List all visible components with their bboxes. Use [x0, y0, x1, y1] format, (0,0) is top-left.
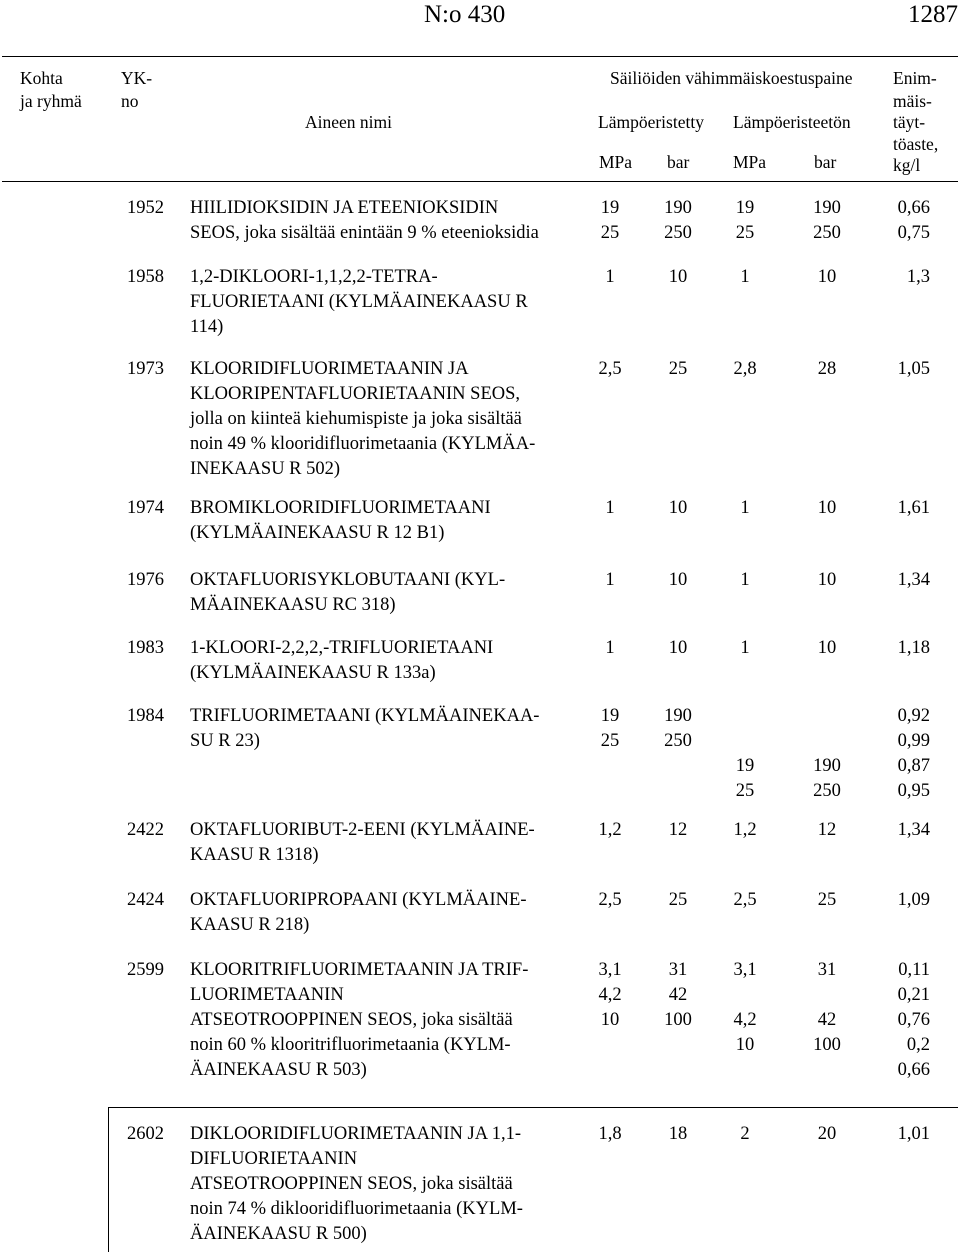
max-value: 1,34 [897, 820, 930, 840]
un-number: 2602 [127, 1124, 164, 1144]
un-number: 2424 [127, 890, 164, 910]
unins-mpa-value: 1 [740, 638, 750, 658]
header-ryhma: ja ryhmä [20, 91, 82, 111]
substance-name-line: KLOORIDIFLUORIMETAANIN JA [190, 359, 469, 379]
ins-bar-value: 190 [664, 706, 692, 726]
header-max-fill-4: töaste, [893, 134, 939, 154]
header-max-fill-3: täyt- [893, 112, 926, 132]
max-value: 1,34 [897, 570, 930, 590]
substance-name-line: BROMIKLOORIDIFLUORIMETAANI [190, 498, 491, 518]
substance-name-line: OKTAFLUORIBUT-2-EENI (KYLMÄAINE- [190, 820, 535, 840]
max-value: 0,95 [897, 781, 930, 801]
substance-name-line: DIKLOORIDIFLUORIMETAANIN JA 1,1- [190, 1124, 521, 1144]
unins-mpa-value: 3,1 [733, 960, 757, 980]
header-insulated: Lämpöeristetty [598, 112, 704, 132]
max-value: 1,09 [897, 890, 930, 910]
un-number: 1976 [127, 570, 164, 590]
ins-mpa-value: 4,2 [598, 985, 622, 1005]
unins-bar-value: 42 [817, 1010, 837, 1030]
max-value: 0,92 [897, 706, 930, 726]
ins-bar-value: 100 [664, 1010, 692, 1030]
unins-bar-value: 25 [817, 890, 837, 910]
substance-name-line: HIILIDIOKSIDIN JA ETEENIOKSIDIN [190, 198, 499, 218]
max-value: 1,01 [897, 1124, 930, 1144]
ins-bar-value: 10 [668, 570, 688, 590]
ins-bar-value: 250 [664, 223, 692, 243]
unins-bar-value: 250 [813, 781, 841, 801]
header-max-fill-1: Enim- [893, 68, 937, 88]
max-value: 1,3 [906, 267, 930, 287]
max-value: 0,21 [897, 985, 930, 1005]
header-yk: YK- [121, 68, 153, 88]
unins-bar-value: 190 [813, 756, 841, 776]
unins-mpa-value: 4,2 [733, 1010, 757, 1030]
unins-mpa-value: 19 [735, 756, 755, 776]
max-value: 0,87 [897, 756, 930, 776]
ins-mpa-value: 2,5 [598, 890, 622, 910]
ins-bar-value: 42 [668, 985, 688, 1005]
header-max-fill-5: kg/l [893, 155, 921, 175]
substance-name-line: SEOS, joka sisältää enintään 9 % eteenioksidia [190, 223, 539, 243]
unins-mpa-value: 2,5 [733, 890, 757, 910]
header-unit-bar-1: bar [667, 152, 690, 172]
table-top-border [2, 56, 958, 57]
max-value: 0,66 [897, 198, 930, 218]
substance-name-line: 1,2-DIKLOORI-1,1,2,2-TETRA- [190, 267, 438, 287]
un-number: 1983 [127, 638, 164, 658]
unins-bar-value: 28 [817, 359, 837, 379]
unins-bar-value: 10 [817, 498, 837, 518]
unins-mpa-value: 1 [740, 267, 750, 287]
ins-bar-value: 10 [668, 267, 688, 287]
unins-mpa-value: 1 [740, 498, 750, 518]
max-value: 0,76 [897, 1010, 930, 1030]
substance-name-line: ÄAINEKAASU R 500) [190, 1224, 367, 1244]
header-unit-mpa-2: MPa [733, 152, 767, 172]
max-value: 0,66 [897, 1060, 930, 1080]
substance-name-line: INEKAASU R 502) [190, 459, 341, 479]
unins-bar-value: 10 [817, 267, 837, 287]
ins-mpa-value: 1,8 [598, 1124, 622, 1144]
unins-mpa-value: 1,2 [733, 820, 757, 840]
max-value: 0,99 [897, 731, 930, 751]
unins-mpa-value: 19 [735, 198, 755, 218]
ins-mpa-value: 3,1 [598, 960, 622, 980]
ins-bar-value: 190 [664, 198, 692, 218]
substance-name-line: ATSEOTROOPPINEN SEOS, joka sisältää [190, 1174, 513, 1194]
unins-bar-value: 190 [813, 198, 841, 218]
substance-name-line: OKTAFLUORISYKLOBUTAANI (KYL- [190, 570, 506, 590]
unins-bar-value: 100 [813, 1035, 841, 1055]
ins-mpa-value: 1 [605, 570, 615, 590]
substance-name-line: noin 74 % diklooridifluorimetaania (KYLM- [190, 1199, 523, 1219]
unins-mpa-value: 25 [735, 781, 755, 801]
substance-name-line: KLOORITRIFLUORIMETAANIN JA TRIF- [190, 960, 529, 980]
substance-name-line: KAASU R 218) [190, 915, 310, 935]
ins-bar-value: 10 [668, 638, 688, 658]
ins-mpa-value: 19 [600, 198, 620, 218]
substance-name-line: KLOORIPENTAFLUORIETAANIN SEOS, [190, 384, 521, 404]
ins-mpa-value: 25 [600, 223, 620, 243]
unins-mpa-value: 10 [735, 1035, 755, 1055]
header-uninsulated: Lämpöeristeetön [733, 112, 851, 132]
substance-name-line: noin 60 % klooritrifluorimetaania (KYLM- [190, 1035, 511, 1055]
ins-bar-value: 10 [668, 498, 688, 518]
page-title: N:o 430 [424, 1, 506, 28]
header-unit-mpa-1: MPa [599, 152, 633, 172]
substance-name-line: FLUORIETAANI (KYLMÄAINEKAASU R [190, 292, 528, 312]
substance-name-line: ATSEOTROOPPINEN SEOS, joka sisältää [190, 1010, 513, 1030]
max-value: 1,05 [897, 359, 930, 379]
max-value: 1,61 [897, 498, 930, 518]
ins-mpa-value: 19 [600, 706, 620, 726]
ins-bar-value: 25 [668, 890, 688, 910]
unins-mpa-value: 2 [740, 1124, 750, 1144]
unins-mpa-value: 1 [740, 570, 750, 590]
ins-mpa-value: 1 [605, 267, 615, 287]
ins-bar-value: 12 [668, 820, 688, 840]
ins-mpa-value: 1 [605, 638, 615, 658]
table-left-border [108, 1107, 109, 1252]
page-number: 1287 [908, 1, 958, 28]
un-number: 1958 [127, 267, 164, 287]
header-test-pressure: Säiliöiden vähimmäiskoestuspaine [610, 68, 853, 88]
substance-name-line: noin 49 % klooridifluorimetaania (KYLMÄA- [190, 434, 536, 454]
unins-bar-value: 10 [817, 638, 837, 658]
substance-name-line: OKTAFLUORIPROPAANI (KYLMÄAINE- [190, 890, 527, 910]
ins-mpa-value: 1 [605, 498, 615, 518]
substance-name-line: DIFLUORIETAANIN [190, 1149, 358, 1169]
substance-name-line: (KYLMÄAINEKAASU R 12 B1) [190, 523, 445, 543]
header-unit-bar-2: bar [814, 152, 837, 172]
substance-name-line: 114) [190, 317, 224, 337]
unins-bar-value: 10 [817, 570, 837, 590]
header-no: no [121, 91, 139, 111]
un-number: 1973 [127, 359, 164, 379]
max-value: 1,18 [897, 638, 930, 658]
ins-bar-value: 31 [668, 960, 688, 980]
un-number: 2422 [127, 820, 164, 840]
un-number: 1984 [127, 706, 164, 726]
substance-name-line: MÄAINEKAASU RC 318) [190, 595, 396, 615]
un-number: 1952 [127, 198, 164, 218]
substance-name-line: LUORIMETAANIN [190, 985, 344, 1005]
ins-bar-value: 25 [668, 359, 688, 379]
unins-bar-value: 20 [817, 1124, 837, 1144]
substance-name-line: ÄAINEKAASU R 503) [190, 1060, 367, 1080]
substance-name-line: TRIFLUORIMETAANI (KYLMÄAINEKAA- [190, 706, 540, 726]
substance-name-line: KAASU R 1318) [190, 845, 319, 865]
ins-mpa-value: 25 [600, 731, 620, 751]
substance-name-line: 1-KLOORI-2,2,2,-TRIFLUORIETAANI [190, 638, 494, 658]
unins-bar-value: 250 [813, 223, 841, 243]
header-max-fill-2: mäis- [893, 91, 932, 111]
un-number: 2599 [127, 960, 164, 980]
max-value: 0,2 [906, 1035, 930, 1055]
unins-bar-value: 12 [817, 820, 837, 840]
unins-mpa-value: 2,8 [733, 359, 757, 379]
ins-bar-value: 250 [664, 731, 692, 751]
unins-mpa-value: 25 [735, 223, 755, 243]
unins-bar-value: 31 [817, 960, 837, 980]
substance-name-line: jolla on kiinteä kiehumispiste ja joka sisältää [190, 409, 522, 429]
table-divider [108, 1107, 958, 1108]
substance-name-line: (KYLMÄAINEKAASU R 133a) [190, 663, 436, 683]
ins-bar-value: 18 [668, 1124, 688, 1144]
header-substance-name: Aineen nimi [305, 112, 392, 132]
header-bottom-border [2, 181, 958, 182]
max-value: 0,11 [898, 960, 930, 980]
max-value: 0,75 [897, 223, 930, 243]
un-number: 1974 [127, 498, 164, 518]
ins-mpa-value: 2,5 [598, 359, 622, 379]
header-kohta: Kohta [20, 68, 63, 88]
substance-name-line: SU R 23) [190, 731, 260, 751]
ins-mpa-value: 1,2 [598, 820, 622, 840]
ins-mpa-value: 10 [600, 1010, 620, 1030]
